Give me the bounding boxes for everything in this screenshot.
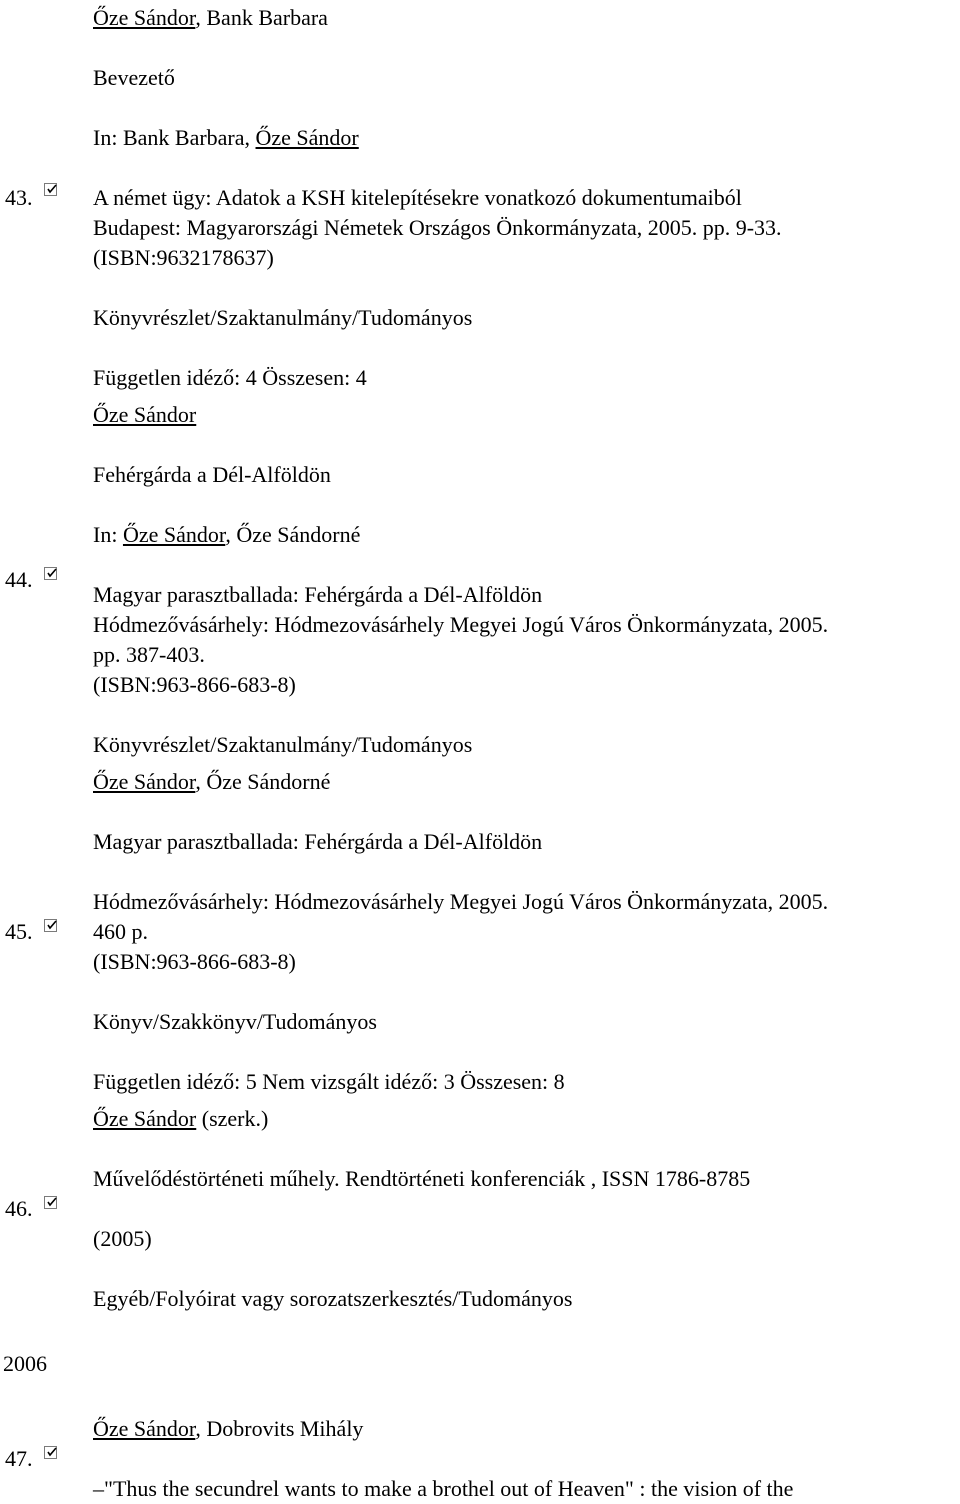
check-icon [46,568,57,579]
author-link[interactable]: Őze Sándor [93,402,197,427]
entry-42-in [93,123,359,153]
entry-45-type: Könyv/Szakkönyv/Tudományos [93,1009,377,1034]
entry-45-isbn: (ISBN:963-866-683-8) [93,949,296,974]
entry-43-number: 43. [5,185,33,210]
editor-text: Bank Barbara [122,125,245,150]
entry-42-authors [93,3,328,33]
entry-45-title: Magyar parasztballada: Fehérgárda a Dél-Alföldön [93,829,543,854]
year-heading: 2006 [3,1351,47,1376]
author-text: , Őze Sándorné [195,769,331,794]
editor-link[interactable]: Őze Sándor [255,125,359,150]
entry-45-authors [93,767,330,797]
entry-46-checkbox[interactable] [44,1196,57,1209]
entry-43-checkbox[interactable] [44,183,57,196]
author-link[interactable]: Őze Sándor [93,1106,197,1131]
author-text: , Dobrovits Mihály [195,1416,364,1441]
author-link[interactable]: Őze Sándor [93,1416,196,1441]
editor-link[interactable]: Őze Sándor [122,522,226,547]
editor-text: , Őze Sándorné [225,522,361,547]
author-link[interactable]: Őze Sándor [93,5,196,30]
entry-44-author [93,400,196,430]
entry-44-pages: pp. 387-403. [93,642,205,667]
author-suffix: (szerk.) [196,1106,269,1131]
entry-43-type: Könyvrészlet/Szaktanulmány/Tudományos [93,305,473,330]
entry-44-book: Magyar parasztballada: Fehérgárda a Dél-Alföldön [93,582,543,607]
author-link[interactable]: Őze Sándor [93,769,196,794]
entry-46-author [93,1104,268,1134]
author-separator: , [195,5,207,30]
entry-43-isbn: (ISBN:9632178637) [93,245,274,270]
check-icon [46,920,57,931]
check-icon [46,1197,57,1208]
entry-44-isbn: (ISBN:963-866-683-8) [93,672,296,697]
entry-44-checkbox[interactable] [44,567,57,580]
entry-47-title: –"Thus the secundrel wants to make a brothel out of Heaven" : the vision of the [93,1476,794,1501]
entry-45-citations: Független idéző: 5 Nem vizsgált idéző: 3 Összesen: 8 [93,1069,565,1094]
check-icon [46,1447,57,1458]
entry-42-title: Bevezető [93,65,175,90]
entry-45-pages: 460 p. [93,919,148,944]
entry-46-year: (2005) [93,1226,152,1251]
entry-44-number: 44. [5,567,33,592]
entry-43-title: A német ügy: Adatok a KSH kitelepítésekre vonatkozó dokumentumaiból [93,185,742,210]
entry-43-citations: Független idéző: 4 Összesen: 4 [93,365,367,390]
in-prefix: In: [93,522,123,547]
entry-44-publisher: Hódmezővásárhely: Hódmezovásárhely Megyei Jogú Város Önkormányzata, 2005. [93,612,829,637]
author-text: Bank Barbara [206,5,328,30]
entry-46-number: 46. [5,1196,33,1221]
entry-44-in [93,520,360,550]
entry-44-title: Fehérgárda a Dél-Alföldön [93,462,331,487]
entry-43-publisher: Budapest: Magyarországi Németek Országos Önkormányzata, 2005. pp. 9-33. [93,215,782,240]
in-prefix: In: [93,125,123,150]
entry-46-type: Egyéb/Folyóirat vagy sorozatszerkesztés/Tudományos [93,1286,573,1311]
entry-47-authors [93,1414,363,1444]
check-icon [46,184,57,195]
entry-46-title: Művelődéstörténeti műhely. Rendtörténeti konferenciák , ISSN 1786-8785 [93,1166,751,1191]
entry-45-checkbox[interactable] [44,919,57,932]
entry-45-publisher: Hódmezővásárhely: Hódmezovásárhely Megyei Jogú Város Önkormányzata, 2005. [93,889,829,914]
entry-47-checkbox[interactable] [44,1446,57,1459]
entry-44-type: Könyvrészlet/Szaktanulmány/Tudományos [93,732,473,757]
entry-47-number: 47. [5,1446,33,1471]
editor-separator: , [244,125,256,150]
entry-45-number: 45. [5,919,33,944]
